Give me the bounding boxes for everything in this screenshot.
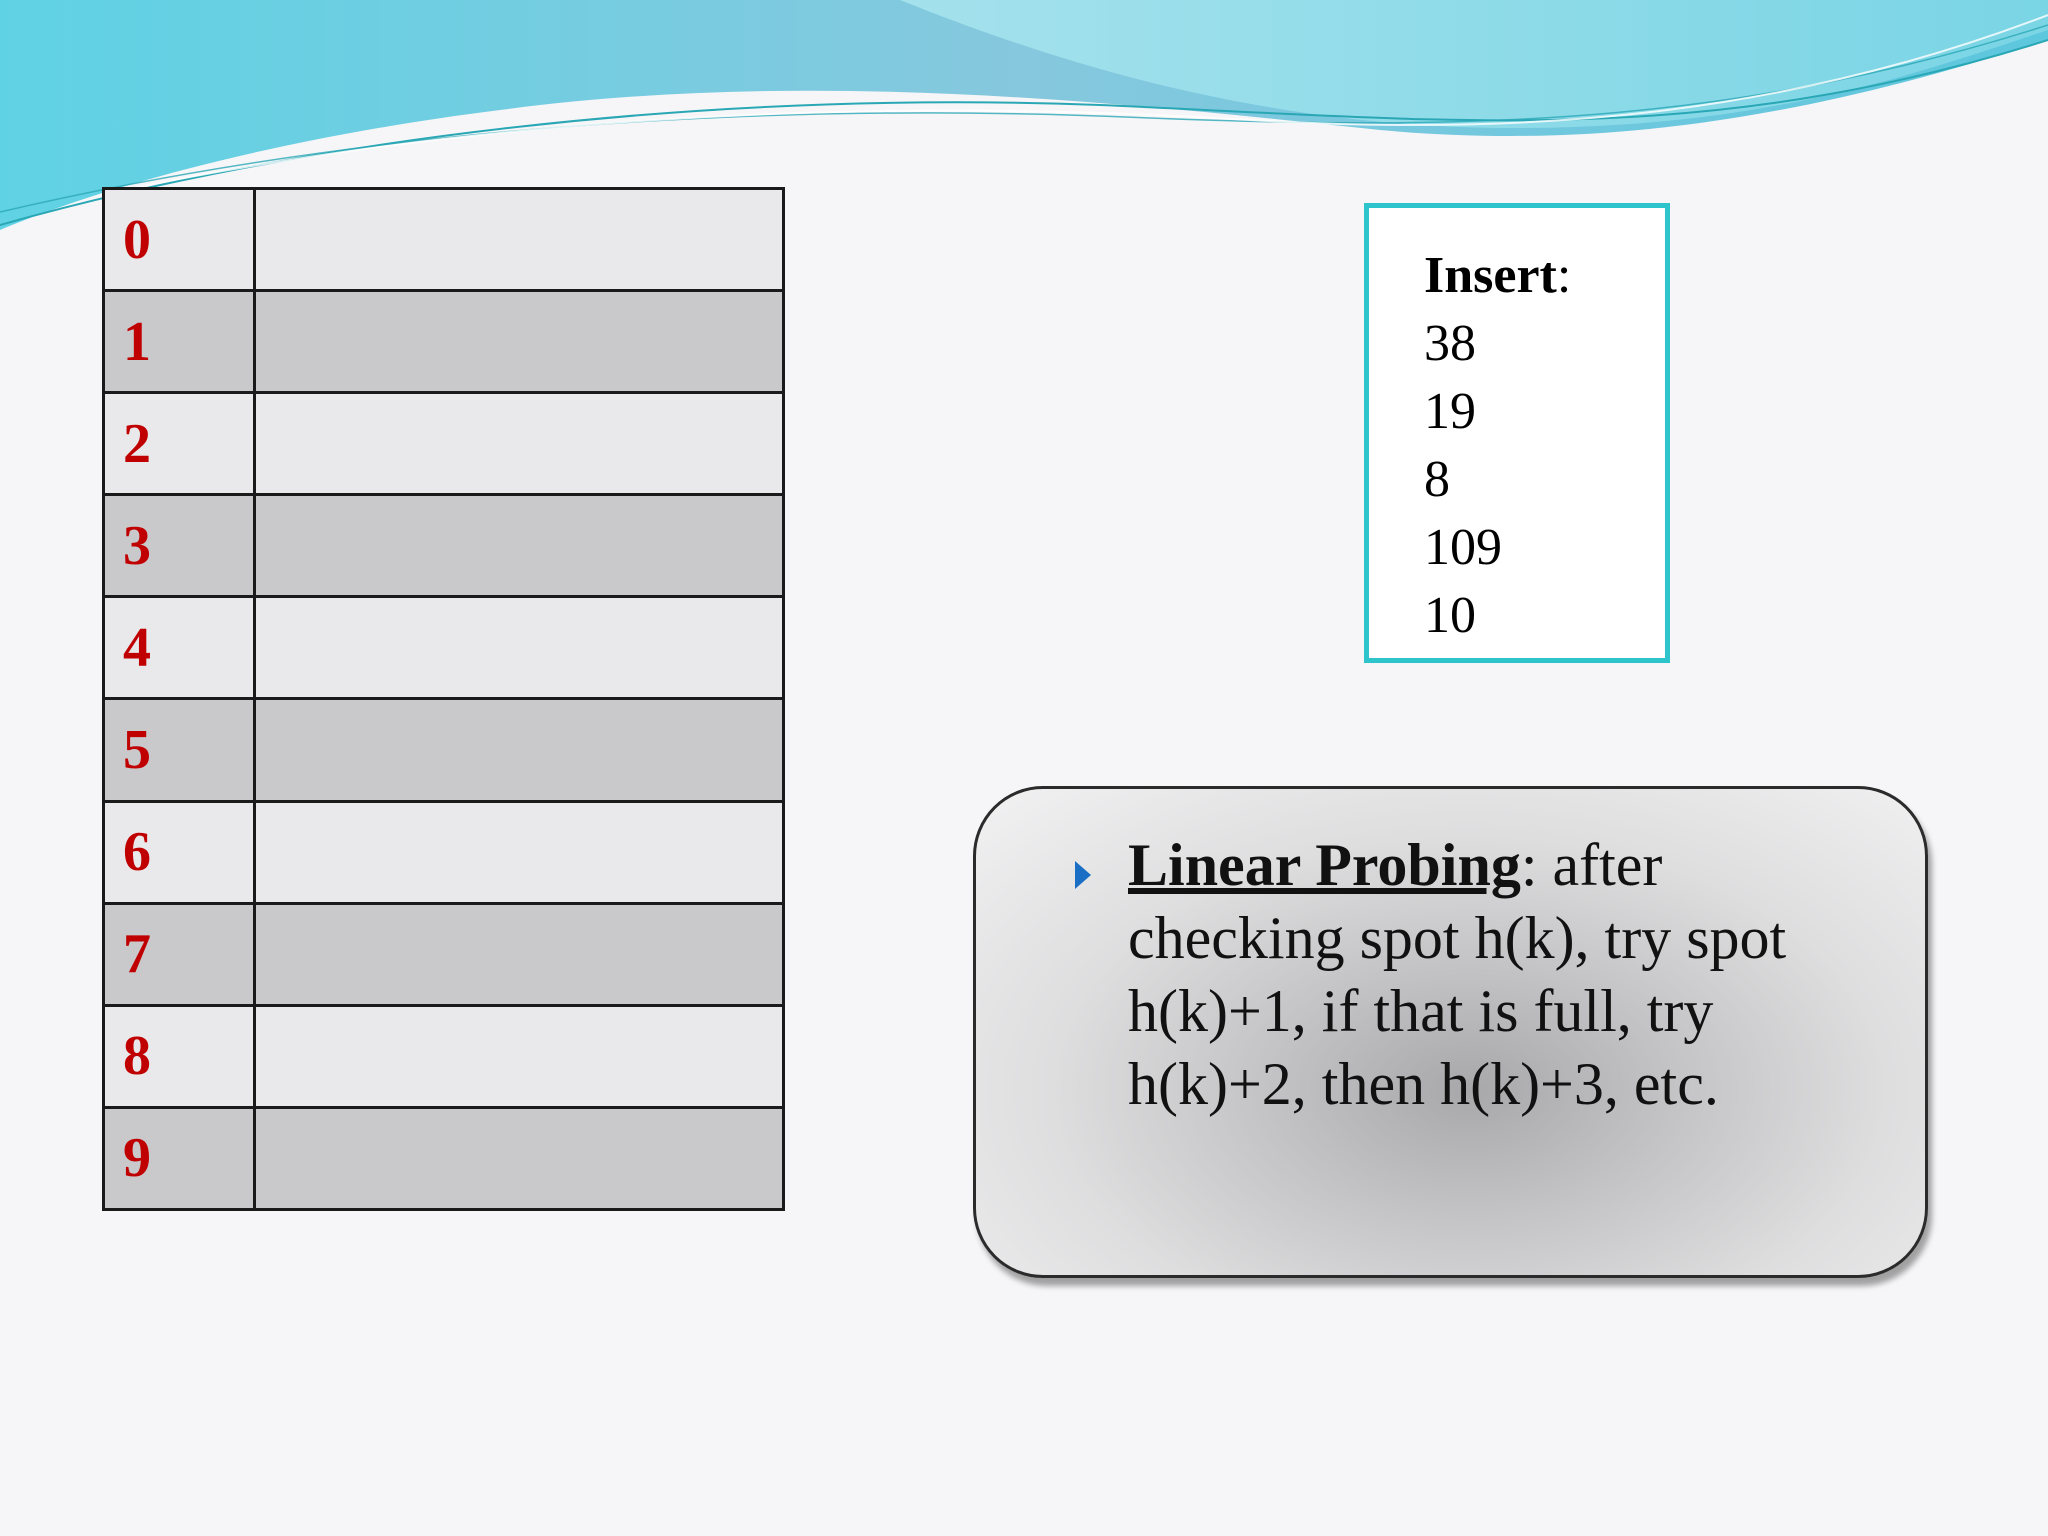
table-row — [104, 1005, 784, 1107]
table-row — [104, 1107, 784, 1209]
row-index: 9 — [104, 1107, 255, 1209]
row-index: 6 — [104, 801, 255, 903]
row-index: 2 — [104, 393, 255, 495]
insert-title: Insert — [1424, 247, 1557, 304]
row-index: 5 — [104, 699, 255, 801]
definition-body: : after checking spot h(k), try spot h(k)+1, if that is full, try h(k)+2, then h(k)+3, etc. — [1128, 832, 1787, 1117]
row-index: 7 — [104, 903, 255, 1005]
row-slot — [255, 393, 784, 495]
table-row — [104, 393, 784, 495]
table-row — [104, 189, 784, 291]
insert-value: 10 — [1424, 587, 1476, 644]
definition-text — [1128, 829, 1868, 1121]
row-index: 3 — [104, 495, 255, 597]
insert-value: 109 — [1424, 519, 1502, 576]
table-row — [104, 597, 784, 699]
definition-callout — [973, 786, 1928, 1278]
insert-heading — [1424, 242, 1665, 310]
table-row — [104, 291, 784, 393]
insert-value: 8 — [1424, 451, 1450, 508]
insert-value: 38 — [1424, 315, 1476, 372]
row-slot — [255, 189, 784, 291]
row-slot — [255, 495, 784, 597]
row-slot — [255, 1107, 784, 1209]
insert-colon: : — [1556, 247, 1572, 304]
bullet-arrow-icon — [1075, 861, 1091, 889]
row-index: 0 — [104, 189, 255, 291]
table-row — [104, 699, 784, 801]
row-index: 8 — [104, 1005, 255, 1107]
row-slot — [255, 903, 784, 1005]
table-row — [104, 903, 784, 1005]
row-slot — [255, 699, 784, 801]
table-row — [104, 801, 784, 903]
row-slot — [255, 1005, 784, 1107]
row-slot — [255, 597, 784, 699]
definition-term: Linear Probing — [1128, 832, 1521, 898]
row-index: 4 — [104, 597, 255, 699]
table-row — [104, 495, 784, 597]
row-slot — [255, 291, 784, 393]
hash-table — [102, 187, 785, 1211]
row-slot — [255, 801, 784, 903]
row-index: 1 — [104, 291, 255, 393]
insert-value: 19 — [1424, 383, 1476, 440]
insert-list-box — [1364, 203, 1670, 663]
